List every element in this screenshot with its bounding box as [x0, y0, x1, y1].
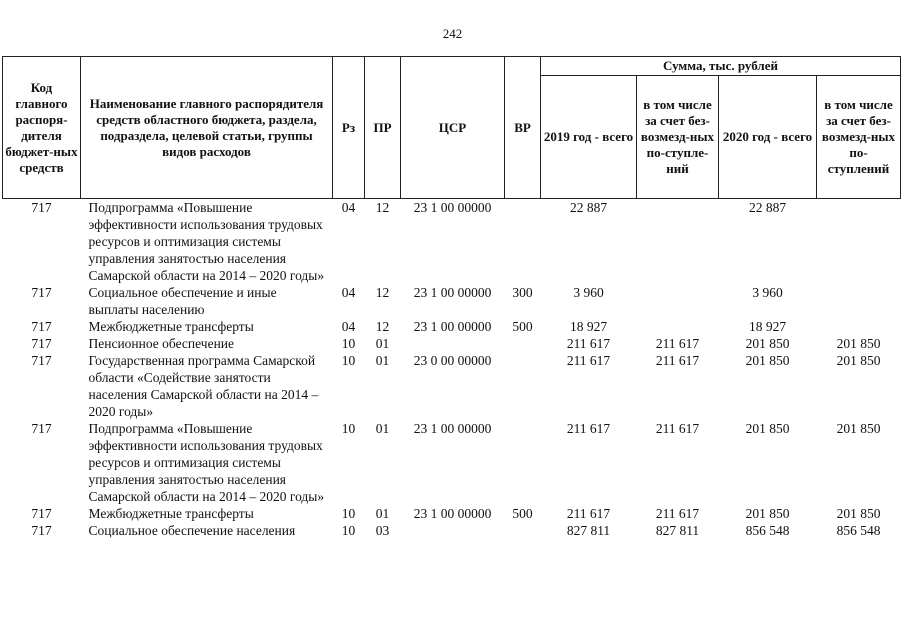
cell-sum-2019: 827 811	[566, 523, 611, 538]
cell-code: 717	[31, 353, 52, 368]
cell-pr: 01	[375, 506, 390, 521]
cell-sum-2019: 211 617	[566, 421, 611, 436]
cell-rz: 10	[341, 506, 356, 521]
cell-pr: 12	[375, 319, 390, 334]
cell-vr	[505, 199, 541, 285]
cell-sum-2019: 211 617	[566, 506, 611, 521]
header-sum-2019: 2019 год - всего	[541, 76, 637, 199]
page-number: 242	[442, 26, 463, 41]
cell-csr: 23 1 00 00000	[413, 319, 492, 334]
cell-pr: 01	[375, 336, 390, 351]
cell-name: Государственная программа Самарской области «Содействие занятости населения Самарской области на 2014 – 2020 годы»	[88, 353, 319, 419]
cell-sum-2019: 18 927	[569, 319, 608, 334]
cell-sum-2019-free: 827 811	[655, 523, 700, 538]
cell-name: Межбюджетные трансферты	[88, 506, 254, 521]
table-row	[3, 352, 901, 420]
cell-csr: 23 1 00 00000	[413, 200, 492, 215]
cell-name: Социальное обеспечение населения	[88, 523, 296, 538]
cell-name: Социальное обеспечение и иные выплаты населению	[88, 285, 277, 317]
cell-code: 717	[31, 285, 52, 300]
header-csr: ЦСР	[401, 57, 505, 199]
cell-sum-2019-free	[637, 318, 719, 335]
cell-sum-2019-free	[637, 284, 719, 318]
cell-csr: 23 1 00 00000	[413, 421, 492, 436]
cell-sum-2020: 18 927	[748, 319, 787, 334]
budget-table	[2, 56, 901, 539]
header-name: Наименование главного распорядителя средств областного бюджета, раздела, подраздела, целевой статьи, группы видов расходов	[81, 57, 333, 199]
cell-rz: 04	[341, 319, 356, 334]
cell-name: Подпрограмма «Повышение эффективности использования трудовых ресурсов и оптимизация системы управления занятостью населения Самарской области на 2014 – 2020 годы»	[88, 200, 325, 283]
cell-pr: 01	[375, 421, 390, 436]
cell-sum-2020: 856 548	[745, 523, 790, 538]
cell-sum-2020-free	[817, 318, 901, 335]
cell-pr: 12	[375, 285, 390, 300]
cell-sum-2020: 201 850	[745, 336, 790, 351]
table-row	[3, 284, 901, 318]
cell-csr	[401, 335, 505, 352]
cell-sum-2019: 211 617	[566, 336, 611, 351]
table-row	[3, 505, 901, 522]
cell-vr	[505, 522, 541, 539]
table-row	[3, 318, 901, 335]
cell-sum-2020-free	[817, 199, 901, 285]
cell-sum-2020: 3 960	[752, 285, 783, 300]
cell-sum-2019: 22 887	[569, 200, 608, 215]
table-row	[3, 522, 901, 539]
cell-code: 717	[31, 336, 52, 351]
cell-sum-2020-free: 201 850	[836, 336, 881, 351]
cell-rz: 10	[341, 353, 356, 368]
cell-csr	[401, 522, 505, 539]
cell-pr: 03	[375, 523, 390, 538]
cell-name: Пенсионное обеспечение	[88, 336, 235, 351]
header-sum-2020-free: в том числе за счет без-возмезд-ных по-ступлений	[817, 76, 901, 199]
table-body	[3, 199, 901, 540]
cell-csr: 23 0 00 00000	[413, 353, 492, 368]
cell-vr: 500	[512, 506, 533, 521]
table-row	[3, 199, 901, 285]
cell-sum-2020: 201 850	[745, 506, 790, 521]
cell-sum-2020-free: 201 850	[836, 506, 881, 521]
header-sum-2019-free: в том числе за счет без-возмезд-ных по-ступле-ний	[637, 76, 719, 199]
cell-rz: 04	[341, 285, 356, 300]
cell-sum-2019: 3 960	[573, 285, 604, 300]
cell-sum-2019-free: 211 617	[655, 353, 700, 368]
cell-sum-2019-free: 211 617	[655, 506, 700, 521]
cell-sum-2020-free: 856 548	[836, 523, 881, 538]
cell-name: Подпрограмма «Повышение эффективности использования трудовых ресурсов и оптимизация системы управления занятостью населения Самарской области на 2014 – 2020 годы»	[88, 421, 325, 504]
cell-vr	[505, 420, 541, 505]
table-row	[3, 335, 901, 352]
cell-sum-2020-free: 201 850	[836, 353, 881, 368]
header-rz: Рз	[333, 57, 365, 199]
cell-csr: 23 1 00 00000	[413, 285, 492, 300]
cell-rz: 04	[341, 200, 356, 215]
table-row	[3, 420, 901, 505]
header-pr: ПР	[365, 57, 401, 199]
cell-csr: 23 1 00 00000	[413, 506, 492, 521]
cell-sum-2020: 201 850	[745, 353, 790, 368]
cell-code: 717	[31, 523, 52, 538]
cell-vr: 500	[512, 319, 533, 334]
table-header	[3, 57, 901, 199]
cell-name: Межбюджетные трансферты	[88, 319, 254, 334]
cell-sum-2019-free: 211 617	[655, 421, 700, 436]
cell-sum-2020-free: 201 850	[836, 421, 881, 436]
header-vr: ВР	[505, 57, 541, 199]
cell-code: 717	[31, 506, 52, 521]
cell-code: 717	[31, 319, 52, 334]
cell-sum-2020-free	[817, 284, 901, 318]
cell-sum-2019: 211 617	[566, 353, 611, 368]
cell-sum-2020: 201 850	[745, 421, 790, 436]
cell-code: 717	[31, 421, 52, 436]
cell-vr	[505, 352, 541, 420]
cell-vr	[505, 335, 541, 352]
cell-rz: 10	[341, 336, 356, 351]
cell-sum-2019-free	[637, 199, 719, 285]
cell-sum-2020: 22 887	[748, 200, 787, 215]
header-sum-2020: 2020 год - всего	[719, 76, 817, 199]
header-sum-group: Сумма, тыс. рублей	[541, 57, 901, 76]
cell-rz: 10	[341, 523, 356, 538]
header-code: Код главного распоря-дителя бюджет-ных средств	[3, 57, 81, 199]
cell-vr: 300	[512, 285, 533, 300]
cell-rz: 10	[341, 421, 356, 436]
cell-sum-2019-free: 211 617	[655, 336, 700, 351]
cell-pr: 01	[375, 353, 390, 368]
cell-pr: 12	[375, 200, 390, 215]
cell-code: 717	[31, 200, 52, 215]
